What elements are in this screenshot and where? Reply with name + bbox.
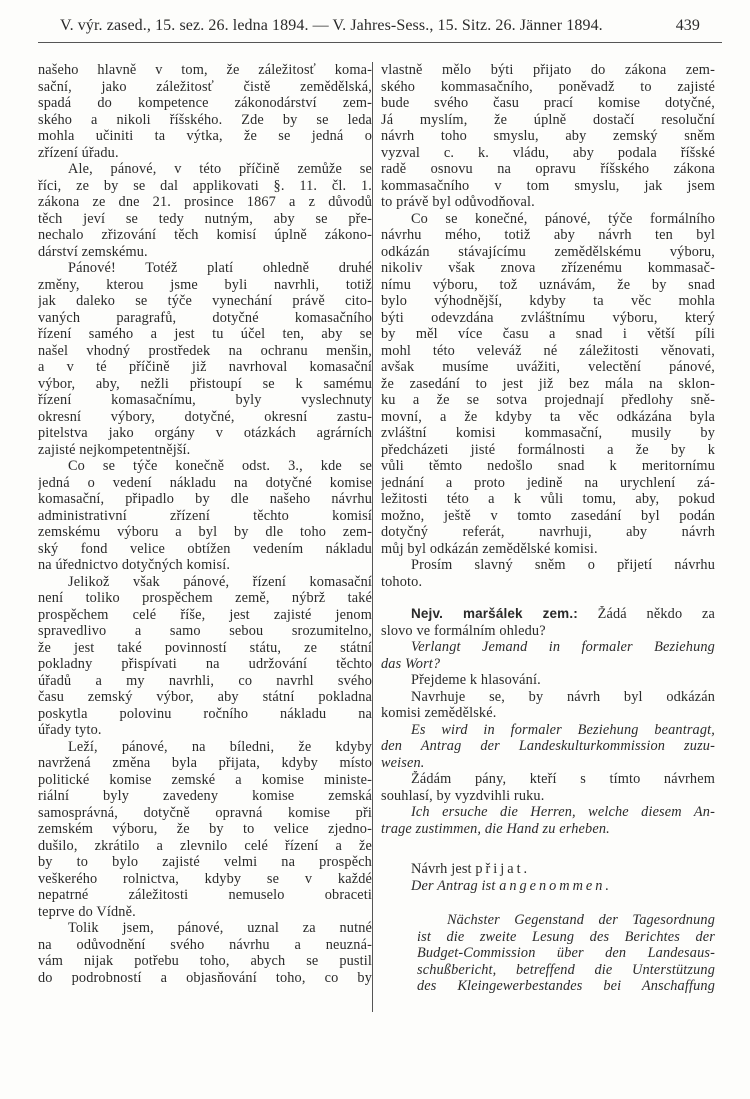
line-text: zákona ze dne 21. prosince 1867 a z důvodů <box>38 194 372 210</box>
text-line <box>38 623 372 640</box>
line-text: ist die zweite Lesung des Berichtes der <box>417 928 715 945</box>
line-text: jak daleko se týče vynechání právě cito- <box>38 293 372 309</box>
line-text: des Kleingewerbestandes bei Anschaffung <box>417 978 715 994</box>
text-line <box>381 425 715 442</box>
text-line <box>38 854 372 871</box>
text-line <box>381 861 715 878</box>
text-line <box>381 475 715 492</box>
text-line <box>381 878 715 895</box>
text-line <box>381 211 715 228</box>
text-line <box>38 491 372 508</box>
line-text: politické komise zemské a komise ministe- <box>38 771 372 788</box>
line-text: bylo výhodnější, kdyby ta věc mohla <box>381 293 715 309</box>
line-text: ský fond velice obtížen vedením nákladu <box>38 540 372 557</box>
text-line <box>381 244 715 261</box>
text-line <box>417 962 715 979</box>
line-text: že zasedání to jest již bez mála na sklon- <box>381 375 715 392</box>
text-line <box>38 425 372 442</box>
line-text: movní, a že kdyby ta věc odkázána byla <box>381 408 715 425</box>
line-text: souhlasí, by vyzdvihli ruku. <box>381 787 545 804</box>
speaker-label: Nejv. maršálek zem.: <box>411 606 578 621</box>
line-text: Budget-Commission über den Landesaus- <box>417 945 715 961</box>
text-line <box>381 804 715 821</box>
column-divider <box>372 62 373 1012</box>
text-line <box>417 945 715 962</box>
text-line <box>417 978 715 995</box>
line-text: Verlangt Jemand in formaler Beziehung <box>411 639 715 655</box>
line-text: ku a že se sotva projednají předlohy sně- <box>381 392 715 408</box>
text-line <box>381 112 715 129</box>
text-line <box>381 606 715 623</box>
text-line <box>381 458 715 475</box>
header-title: V. výr. zased., 15. sez. 26. ledna 1894. — V. Jahres-Sess., 15. Sitz. 26. Jänner 1894. <box>60 17 603 34</box>
line-text: pokladny přispívati na udržování těchto <box>38 656 372 672</box>
text-line <box>381 227 715 244</box>
line-text: kommasačního v tom smyslu, jak jsem <box>381 177 715 194</box>
line-text: řízení samého a jest tu účel ten, aby se <box>38 326 372 342</box>
text-line <box>381 442 715 459</box>
line-text: býti odevzdána zvláštnímu výboru, který <box>381 309 715 326</box>
line-text: řízení komasačnímu, byly vyslechnuty <box>38 392 372 408</box>
text-line <box>38 310 372 327</box>
text-line <box>38 953 372 970</box>
text-line <box>38 821 372 838</box>
text-line <box>381 574 715 591</box>
line-text: Ale, pánové, v této příčině zemůže se <box>68 161 372 177</box>
line-text: zvláštní komisi kommasační, musily by <box>381 425 715 441</box>
text-line <box>38 574 372 591</box>
line-text: můj byl odkázán zemědělské komisi. <box>381 540 598 557</box>
line-text: slovo ve formálním ohledu? <box>381 622 546 639</box>
line-text: radě osnovu na opravu říšského zákona <box>381 161 715 177</box>
text-line <box>381 194 715 211</box>
text-line <box>38 673 372 690</box>
text-line <box>381 145 715 162</box>
line-text: návrhu mého, totiž aby návrh ten byl <box>381 227 715 243</box>
line-text: vůli těmto nedošlo snad k meritornímu <box>381 458 715 474</box>
text-line <box>381 623 715 640</box>
line-text: riální byly zavedeny komise zemská <box>38 788 372 804</box>
line-text: by měl více času a snad i větší píli <box>381 326 715 342</box>
line-text: tohoto. <box>381 573 423 590</box>
line-text: dušilo, zkrátilo a zlevnilo celé řízení a že <box>38 837 372 854</box>
text-line <box>381 705 715 722</box>
line-text: ského kommasačního, poněvadž to zajisté <box>381 78 715 95</box>
text-line <box>38 178 372 195</box>
text-line <box>38 557 372 574</box>
line-text: zajisté nejkompetentnější. <box>38 441 191 458</box>
text-line <box>417 912 715 929</box>
line-text: předcházeti jisté formálnosti a že by k <box>381 441 715 458</box>
line-text: říci, ze by se dal applikovati §. 11. čl. 1. <box>38 177 372 194</box>
text-line <box>381 491 715 508</box>
text-line <box>38 293 372 310</box>
text-line <box>381 178 715 195</box>
right-column <box>381 62 715 995</box>
text-line <box>381 260 715 277</box>
line-text: dárství zemskému. <box>38 243 148 260</box>
line-text: vyzval c. k. vládu, aby podala říšské <box>381 144 715 161</box>
line-text: teprve do Vídně. <box>38 903 136 920</box>
line-text: prospěchem celé říše, jest zajisté jenom <box>38 606 372 623</box>
line-text: odkázán stávajícímu zemědělskému výboru, <box>381 243 715 260</box>
text-line <box>38 722 372 739</box>
text-line <box>381 293 715 310</box>
text-line <box>38 706 372 723</box>
text-line <box>381 310 715 327</box>
text-line <box>381 409 715 426</box>
text-line <box>38 343 372 360</box>
text-line <box>38 755 372 772</box>
text-line <box>417 929 715 946</box>
line-text: změny, kterou jsme byli navrhli, totiž <box>38 276 372 293</box>
line-text: není toliko prospěchem země, nýbrž také <box>38 590 372 606</box>
text-line <box>38 62 372 79</box>
text-line <box>38 739 372 756</box>
line-text: Navrhuje se, by návrh byl odkázán <box>411 688 715 705</box>
text-line <box>38 145 372 162</box>
line-text: Der Antrag ist <box>411 877 496 894</box>
text-line <box>38 260 372 277</box>
line-text: ského a nikoli říšského. Zde by se leda <box>38 111 372 128</box>
left-column <box>38 62 372 986</box>
line-text: zemskému výboru a byl by dle toho zem- <box>38 524 372 540</box>
line-text: Prosím slavný sněm o přijetí návrhu <box>411 557 715 573</box>
text-line <box>38 128 372 145</box>
line-text: do podrobností a objasňování toho, co by <box>38 969 372 986</box>
line-text: to právě byl odůvodňoval. <box>381 194 535 210</box>
line-text: weisen. <box>381 754 425 771</box>
line-text: těch jeví se tedy nutným, aby se pře- <box>38 210 372 227</box>
text-line <box>38 211 372 228</box>
text-line <box>38 607 372 624</box>
text-line <box>38 805 372 822</box>
line-text: das Wort? <box>381 655 441 672</box>
line-text: že jest také povinností státu, ze státní <box>38 639 372 656</box>
text-line <box>38 920 372 937</box>
line-text: jednání a proto jedině na urychlení zá- <box>381 474 715 491</box>
spaced-emphasis: přijat. <box>475 861 531 877</box>
line-text: dotyčný referát, navrhuji, aby návrh <box>381 524 715 540</box>
line-text: komisi zemědělské. <box>381 705 497 721</box>
text-line <box>381 392 715 409</box>
text-line <box>381 639 715 656</box>
text-line <box>38 524 372 541</box>
line-text: našeho hlavně v tom, že záležitosť koma- <box>38 62 372 78</box>
line-text: Ich ersuche die Herren, welche diesem An- <box>411 804 715 820</box>
text-line <box>38 79 372 96</box>
text-line <box>381 79 715 96</box>
text-line <box>38 541 372 558</box>
text-line <box>38 392 372 409</box>
text-line <box>38 112 372 129</box>
text-line <box>38 475 372 492</box>
line-text: výbor, aby, nežli přistoupí se k samému <box>38 375 372 392</box>
line-text: trage zustimmen, die Hand zu erheben. <box>381 820 610 837</box>
text-line <box>381 326 715 343</box>
line-text: jedná o vedení nákladu na dotyčné komise <box>38 474 372 491</box>
line-text: den Antrag der Landeskulturkommission zuzu- <box>381 738 715 754</box>
line-text: úřadů a my navrhli, co navrhl svého <box>38 672 372 689</box>
line-text: Tolik jsem, pánové, uznal za nutné <box>68 920 372 936</box>
line-text: na úřednictvo dotyčných komisí. <box>38 557 231 573</box>
page-number: 439 <box>675 17 700 34</box>
line-text: nepatrné záležitosti nemuselo obraceti <box>38 887 372 903</box>
line-text: Co se konečné, pánové, týče formálního <box>411 210 715 227</box>
text-line <box>38 409 372 426</box>
line-text: našel vhodný prostředek na ochranu menšin, <box>38 342 372 359</box>
line-text: mohla učiniti ta výtka, že se jedná o <box>38 128 372 144</box>
text-line <box>381 771 715 788</box>
line-text: Návrh jest <box>411 861 472 877</box>
line-text: mohl této veleváž né záležitosti věnovati, <box>381 342 715 359</box>
text-line <box>381 738 715 755</box>
text-line <box>38 838 372 855</box>
text-line <box>38 161 372 178</box>
line-text: Co se týče konečně odst. 3., kde se <box>68 458 372 474</box>
text-line <box>38 590 372 607</box>
text-line <box>38 95 372 112</box>
text-line <box>38 871 372 888</box>
text-line <box>381 508 715 525</box>
spaced-emphasis: angenommen. <box>499 877 612 894</box>
text-line <box>38 244 372 261</box>
text-line <box>381 755 715 772</box>
text-line <box>38 359 372 376</box>
line-text: zřízení úřadu. <box>38 144 119 161</box>
line-text: by to bylo zajisté velmi na prospěch <box>38 854 372 870</box>
text-line <box>381 541 715 558</box>
text-line <box>381 672 715 689</box>
line-text: Já myslím, že úplně dostačí resoluční <box>381 111 715 128</box>
text-line <box>38 904 372 921</box>
line-text: Es wird in formaler Beziehung beantragt, <box>411 721 715 738</box>
text-line <box>38 508 372 525</box>
text-line <box>38 277 372 294</box>
text-line <box>381 524 715 541</box>
text-line <box>381 557 715 574</box>
text-line <box>381 343 715 360</box>
line-text: spravedlivo a samo sebou srozumitelno, <box>38 623 372 639</box>
text-line <box>38 458 372 475</box>
line-text: nímu výboru, tož uznávám, že by snad <box>381 276 715 293</box>
text-line <box>38 227 372 244</box>
text-line <box>38 640 372 657</box>
text-line <box>38 689 372 706</box>
text-line <box>381 376 715 393</box>
line-text: ležitosti této a k vůli tomu, aby, pokud <box>381 491 715 507</box>
text-line <box>38 376 372 393</box>
line-text: Leží, pánové, na bíledni, že kdyby <box>68 738 372 755</box>
text-line <box>38 442 372 459</box>
line-text: okresní výbory, dotyčné, okresní zastu- <box>38 408 372 425</box>
line-text: avšak musíme uvážiti, velectění pánové, <box>381 359 715 375</box>
text-line <box>38 788 372 805</box>
text-line <box>38 772 372 789</box>
text-line <box>381 656 715 673</box>
header-rule <box>38 42 722 43</box>
text-line <box>38 326 372 343</box>
line-text: Jelikož však pánové, řízení komasační <box>68 573 372 590</box>
text-line <box>38 970 372 987</box>
line-text: nechalo zřizování těch komisí úplně zákono- <box>38 227 372 243</box>
text-line <box>38 194 372 211</box>
text-line <box>38 656 372 673</box>
line-text: komasační, připadlo by dle našeho návrhu <box>38 491 372 507</box>
line-text: Přejdeme k hlasování. <box>411 672 541 688</box>
text-line <box>38 937 372 954</box>
text-line <box>381 161 715 178</box>
line-text: Nächster Gegenstand der Tagesordnung <box>447 912 715 928</box>
text-line <box>38 887 372 904</box>
line-text: schußbericht, betreffend die Unterstützung <box>417 961 715 978</box>
line-text: vlastně mělo býti přijato do zákona zem- <box>381 62 715 78</box>
text-line <box>381 821 715 838</box>
line-text: nikoliv však znova zřízenému kommasač- <box>381 260 715 276</box>
line-text: vaných paragrafů, dotyčné komasačního <box>38 309 372 326</box>
text-line <box>381 128 715 145</box>
line-text: návrh toho smyslu, aby zemský sněm <box>381 128 715 144</box>
line-text: Pánové! Totéž platí ohledně druhé <box>68 260 372 276</box>
line-text: navržená změna byla přijata, kdyby místo <box>38 755 372 771</box>
line-text: samosprávná, dotyčně opravná komise při <box>38 804 372 821</box>
line-text: na odůvodnění svého návrhu a neuzná- <box>38 936 372 953</box>
text-line <box>381 722 715 739</box>
line-text: úřady tyto. <box>38 722 102 738</box>
line-text: Žádá někdo za <box>597 606 715 622</box>
line-text: zemském výboru, že by to velice zjedno- <box>38 821 372 837</box>
line-text: času zemský výbor, aby státní pokladna <box>38 689 372 705</box>
line-text: pitelstva jako orgány v otázkách agrárních <box>38 425 372 441</box>
line-text: sační, jako záležitosť čistě zemědělská, <box>38 78 372 95</box>
line-text: administrativní zřízení těchto komisí <box>38 507 372 524</box>
line-text: spadá do kompetence zákonodárství zem- <box>38 95 372 111</box>
running-header <box>60 17 700 39</box>
line-text: vám nijak potřebu toho, abych se pustil <box>38 953 372 969</box>
line-text: možno, ještě v tomto zasedání byl podán <box>381 507 715 524</box>
line-text: a v té příčině již navrhoval komasační <box>38 359 372 375</box>
text-line <box>381 689 715 706</box>
line-text: veškerého rolnictva, kdyby se v každé <box>38 870 372 887</box>
line-text: bude svého času prací komise dotyčné, <box>381 95 715 111</box>
line-text: Žádám pány, kteří s tímto návrhem <box>411 771 715 787</box>
text-line <box>381 62 715 79</box>
text-line <box>381 95 715 112</box>
text-line <box>381 788 715 805</box>
text-line <box>381 359 715 376</box>
text-line <box>381 277 715 294</box>
line-text: poskytla polovinu ročního nákladu na <box>38 705 372 722</box>
